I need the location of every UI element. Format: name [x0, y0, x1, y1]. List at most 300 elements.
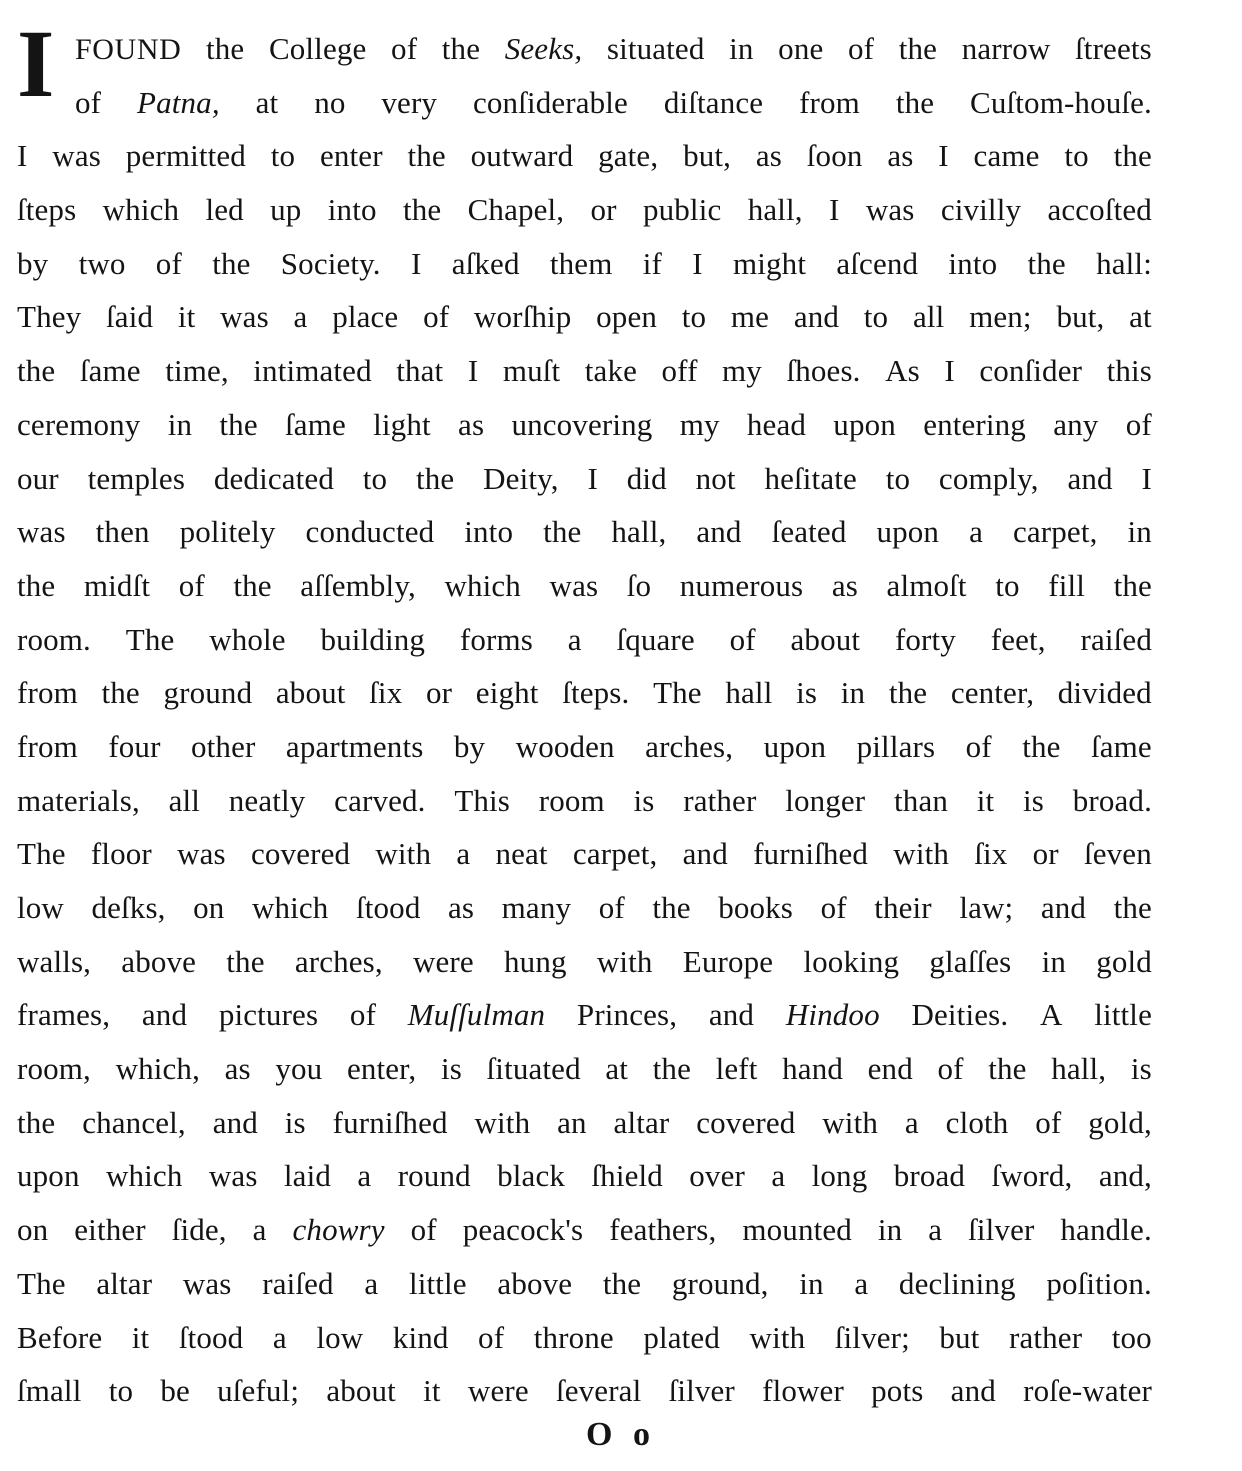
word: arches,: [645, 728, 734, 764]
word: upon: [876, 514, 940, 550]
text-line: [17, 1096, 1152, 1150]
word: peacock's: [462, 1212, 584, 1248]
word: of: [410, 1212, 437, 1248]
word: divided: [1057, 675, 1152, 711]
word: into: [948, 245, 998, 281]
word: and: [682, 836, 728, 872]
word: as: [458, 406, 485, 442]
word: furniſhed: [753, 836, 869, 872]
word: a: [456, 836, 471, 872]
word: were: [412, 943, 474, 979]
word: Deities.: [911, 997, 1009, 1033]
word: my: [722, 353, 762, 389]
word: in: [877, 1212, 903, 1248]
word: on: [17, 1212, 49, 1248]
word: ſame: [79, 353, 141, 389]
word: room,: [17, 1051, 91, 1087]
word: a: [252, 1212, 267, 1248]
word: a: [357, 1158, 372, 1194]
word: as: [448, 890, 475, 925]
word: my: [679, 406, 720, 442]
word: ſmall: [17, 1373, 82, 1409]
text-line: [17, 290, 1152, 344]
word: ſilver;: [834, 1319, 910, 1355]
word: deſks,: [91, 890, 166, 925]
word: conſider: [979, 353, 1083, 389]
word: of: [478, 1319, 505, 1355]
text-line: [17, 1203, 1152, 1257]
word: this: [1106, 353, 1152, 389]
word: gold: [1096, 943, 1152, 979]
word: chowry: [292, 1212, 385, 1248]
word: with: [749, 1319, 806, 1355]
word: narrow: [961, 31, 1051, 66]
text-line: [17, 398, 1152, 452]
word: neatly: [228, 782, 306, 818]
word: ground,: [671, 1265, 769, 1301]
word: the: [17, 567, 56, 603]
word: dedicated: [213, 460, 334, 496]
word: end: [867, 1051, 913, 1087]
word: hall,: [1051, 1051, 1107, 1087]
word: politely: [179, 514, 276, 550]
drop-cap-initial: I: [17, 10, 55, 117]
word: declining: [898, 1265, 1016, 1301]
word: feathers,: [609, 1212, 717, 1248]
word: ſix: [369, 675, 403, 711]
word: conſiderable: [472, 84, 628, 120]
word: and: [141, 997, 188, 1033]
word: The: [653, 675, 702, 711]
word: of: [820, 890, 847, 925]
word: and: [1040, 890, 1087, 925]
word: to: [863, 299, 889, 335]
word: apartments: [285, 728, 424, 764]
word: gold,: [1088, 1104, 1152, 1140]
word: Deity,: [483, 460, 559, 496]
word: hung: [504, 943, 567, 979]
word: to: [885, 460, 911, 496]
word: Muſſulman: [407, 997, 546, 1033]
word: a: [904, 1104, 919, 1140]
word: is: [633, 782, 655, 818]
word: too: [1111, 1319, 1152, 1355]
word: which: [444, 567, 521, 603]
word: the: [543, 514, 582, 550]
text-line: [17, 559, 1152, 613]
word: This: [454, 782, 511, 818]
word: accoſted: [1047, 192, 1152, 228]
word: the: [895, 84, 935, 120]
word: altar: [96, 1265, 153, 1301]
word: ſeveral: [555, 1373, 642, 1409]
word: of: [1125, 406, 1152, 442]
word: whole: [209, 621, 286, 657]
word: it: [423, 1373, 441, 1409]
word: situated: [606, 31, 705, 66]
word: enter: [319, 138, 383, 174]
text-line: [17, 344, 1152, 398]
word: all: [168, 782, 201, 818]
word: the: [1113, 567, 1152, 603]
text-line: [17, 452, 1152, 506]
word: at: [255, 84, 279, 120]
word: no: [314, 84, 346, 120]
word: room.: [17, 621, 91, 657]
word: I: [829, 192, 840, 228]
word: almoſt: [886, 567, 967, 603]
word: very: [381, 84, 438, 120]
word: carpet,: [1012, 514, 1098, 550]
word: and,: [1098, 1158, 1152, 1194]
word: take: [584, 353, 637, 389]
word: aſſembly,: [300, 567, 416, 603]
word: As: [885, 353, 920, 389]
word: and: [1067, 460, 1113, 496]
word: above: [497, 1265, 573, 1301]
word: if: [642, 245, 662, 281]
word: to: [1064, 138, 1089, 174]
word: an: [557, 1104, 587, 1140]
word: chancel,: [82, 1104, 186, 1140]
word: with: [375, 836, 432, 872]
word: came: [973, 138, 1040, 174]
text-line: [17, 505, 1152, 559]
word: two: [78, 245, 126, 281]
word: to: [681, 299, 707, 335]
word: civilly: [940, 192, 1022, 228]
body-text: [17, 10, 1152, 1418]
word: handle.: [1060, 1212, 1152, 1248]
word: uſeful;: [217, 1373, 300, 1409]
word: the: [416, 460, 455, 496]
word: and: [212, 1104, 258, 1140]
word: ſhield: [591, 1158, 663, 1194]
word: was: [182, 1265, 232, 1301]
word: flower: [762, 1373, 844, 1409]
word: of: [178, 567, 205, 603]
word: laid: [283, 1158, 332, 1194]
word: about: [326, 1373, 396, 1409]
word: but,: [683, 138, 732, 174]
word: was: [220, 299, 269, 335]
word: a: [771, 1158, 786, 1194]
word: me: [730, 299, 770, 335]
word: round: [397, 1158, 471, 1194]
word: ſtood: [356, 890, 421, 925]
text-line: [17, 183, 1152, 237]
word: or: [1032, 836, 1059, 872]
word: the: [219, 406, 258, 442]
word: any: [1053, 406, 1099, 442]
word: ceremony: [17, 406, 141, 442]
word: upon: [833, 406, 896, 442]
word: a: [969, 514, 983, 550]
word: as: [755, 138, 782, 174]
word: building: [320, 621, 426, 657]
word: led: [205, 192, 244, 228]
word: the: [205, 31, 245, 66]
word: with: [893, 836, 949, 872]
word: the: [888, 675, 928, 711]
word: arches,: [294, 943, 383, 979]
word: of: [598, 890, 625, 925]
word: Before: [17, 1319, 103, 1355]
word: feet,: [990, 621, 1046, 657]
word: of: [937, 1051, 964, 1087]
word: conducted: [305, 514, 435, 550]
word: room: [538, 782, 605, 818]
text-line: [17, 881, 1152, 935]
word: midſt: [83, 567, 151, 603]
word: I: [692, 245, 703, 281]
word: by: [453, 728, 486, 764]
word: black: [497, 1158, 566, 1194]
word: the: [101, 675, 140, 711]
word: of: [965, 728, 992, 764]
word: College: [268, 31, 367, 66]
word: forty: [894, 621, 956, 657]
word: was: [208, 1158, 258, 1194]
word: upon: [763, 728, 827, 764]
word: of: [1035, 1104, 1062, 1140]
word: permitted: [125, 138, 246, 174]
word: is: [796, 675, 818, 711]
word: then: [95, 514, 150, 550]
word: pots: [871, 1373, 924, 1409]
word: which: [105, 1158, 183, 1194]
word: left: [715, 1051, 758, 1087]
word: numerous: [679, 567, 804, 603]
word: of: [75, 84, 102, 120]
word: was: [177, 836, 226, 872]
word: many: [501, 890, 572, 925]
word: pillars: [856, 728, 936, 764]
word: over: [689, 1158, 745, 1194]
word: of: [423, 299, 450, 335]
word: ſilver: [668, 1373, 735, 1409]
word: long: [811, 1158, 868, 1194]
word: or: [426, 675, 453, 711]
word: open: [596, 299, 658, 335]
word: but,: [1056, 299, 1105, 335]
word: Society.: [280, 245, 381, 281]
word: I: [938, 138, 949, 174]
word: the: [233, 567, 272, 603]
word: to: [362, 460, 388, 496]
word: was: [549, 567, 599, 603]
word: rather: [683, 782, 757, 818]
word: ſame: [1091, 728, 1152, 764]
word: which,: [115, 1051, 200, 1087]
text-line: [17, 720, 1152, 774]
word: a: [854, 1265, 869, 1301]
word: you: [275, 1051, 323, 1087]
word: and: [708, 997, 755, 1033]
word: outward: [470, 138, 574, 174]
word: a: [272, 1319, 287, 1355]
word: throne: [533, 1319, 614, 1355]
word: the: [1113, 138, 1152, 174]
word: a: [293, 299, 308, 335]
word: to: [270, 138, 296, 174]
word: rather: [1009, 1319, 1083, 1355]
word: enter,: [346, 1051, 417, 1087]
word: the: [402, 192, 442, 228]
word: I: [17, 138, 28, 174]
word: head: [746, 406, 807, 442]
word: of: [155, 245, 182, 281]
word: or: [590, 192, 617, 228]
word: ſword,: [991, 1158, 1073, 1194]
word: time,: [165, 353, 229, 389]
word: Hindoo: [785, 997, 880, 1033]
word: either: [74, 1212, 146, 1248]
word: fill: [1048, 567, 1085, 603]
word: into: [464, 514, 514, 550]
word: ſteps: [17, 192, 77, 228]
word: and: [950, 1373, 996, 1409]
word: raiſed: [1080, 621, 1152, 657]
word: is: [1023, 782, 1044, 818]
word: that: [396, 353, 444, 389]
word: the: [17, 353, 56, 389]
word: I: [1141, 460, 1152, 496]
word: the: [226, 943, 265, 979]
word: place: [332, 299, 399, 335]
word: center,: [950, 675, 1035, 711]
word: the: [1113, 890, 1152, 925]
word: is: [440, 1051, 462, 1087]
text-line: [17, 1149, 1152, 1203]
word: intimated: [253, 353, 372, 389]
word: They: [17, 299, 82, 335]
word: covered: [251, 836, 351, 872]
word: diſtance: [663, 84, 764, 120]
word: on: [193, 890, 225, 925]
word: ſix: [974, 836, 1008, 872]
word: forms: [459, 621, 533, 657]
word: carpet,: [572, 836, 658, 872]
word: materials,: [17, 782, 140, 818]
word: muſt: [502, 353, 561, 389]
word: Cuſtom-houſe.: [970, 84, 1152, 120]
word: the: [1022, 728, 1061, 764]
word: mounted: [742, 1212, 852, 1248]
word: Europe: [682, 943, 774, 979]
word: ſame: [285, 406, 346, 442]
word: ſoon: [806, 138, 863, 174]
word: the: [988, 1051, 1027, 1087]
word: with: [474, 1104, 531, 1140]
word: from: [799, 84, 860, 120]
word: looking: [803, 943, 900, 979]
word: ſituated: [486, 1051, 581, 1087]
word: which: [251, 890, 329, 925]
word: ſtreets: [1075, 31, 1152, 66]
word: to: [995, 567, 1020, 603]
word: with: [822, 1104, 878, 1140]
word: in: [1127, 514, 1152, 550]
word: books: [718, 890, 794, 925]
word: Chapel,: [467, 192, 565, 228]
word: as: [831, 567, 858, 603]
text-line: [17, 613, 1152, 667]
word: it: [177, 299, 196, 335]
text-line: [17, 666, 1152, 720]
word: were: [467, 1373, 529, 1409]
word: of: [848, 31, 875, 66]
word: Seeks,: [504, 31, 583, 66]
word: low: [316, 1319, 364, 1355]
word: ſeated: [771, 514, 847, 550]
word: from: [17, 675, 78, 711]
word: in: [840, 675, 866, 711]
word: floor: [90, 836, 152, 872]
word: public: [642, 192, 722, 228]
word: law;: [959, 890, 1014, 925]
word: kind: [392, 1319, 449, 1355]
text-line: [17, 129, 1152, 183]
word: in: [1041, 943, 1066, 979]
word: hall,: [747, 192, 803, 228]
word: to: [108, 1373, 134, 1409]
text-line: [17, 827, 1152, 881]
word: ground: [163, 675, 253, 711]
word: ſhoes.: [786, 353, 861, 389]
word: the: [602, 1265, 642, 1301]
word: about: [275, 675, 346, 711]
word: Patna,: [137, 84, 220, 120]
word: heſitate: [764, 460, 857, 496]
word: at: [1129, 299, 1152, 335]
word: was: [52, 138, 101, 174]
word: them: [549, 245, 613, 281]
text-line: [17, 1257, 1152, 1311]
word: ſo: [626, 567, 652, 603]
word: glaſſes: [929, 943, 1012, 979]
word: be: [160, 1373, 190, 1409]
word: I: [587, 460, 598, 496]
text-line: [17, 1364, 1152, 1418]
text-line: [17, 1311, 1152, 1365]
word: is: [284, 1104, 306, 1140]
word: The: [125, 621, 175, 657]
word: did: [626, 460, 667, 496]
word: FOUND: [75, 33, 182, 66]
word: not: [695, 460, 736, 496]
word: little: [1094, 997, 1152, 1033]
word: entering: [923, 406, 1026, 442]
text-line: [17, 988, 1152, 1042]
word: and: [696, 514, 742, 550]
text-line: [17, 22, 1152, 76]
word: raiſed: [262, 1265, 334, 1301]
word: from: [17, 728, 78, 764]
text-line: [17, 237, 1152, 291]
word: The: [17, 836, 66, 872]
word: the: [652, 1051, 691, 1087]
word: might: [733, 245, 807, 281]
word: a: [928, 1212, 943, 1248]
word: a: [364, 1265, 379, 1301]
word: of: [349, 997, 377, 1033]
word: poſition.: [1046, 1265, 1152, 1301]
word: gate,: [598, 138, 659, 174]
word: men;: [969, 299, 1032, 335]
word: furniſhed: [332, 1104, 448, 1140]
word: The: [17, 1265, 66, 1301]
